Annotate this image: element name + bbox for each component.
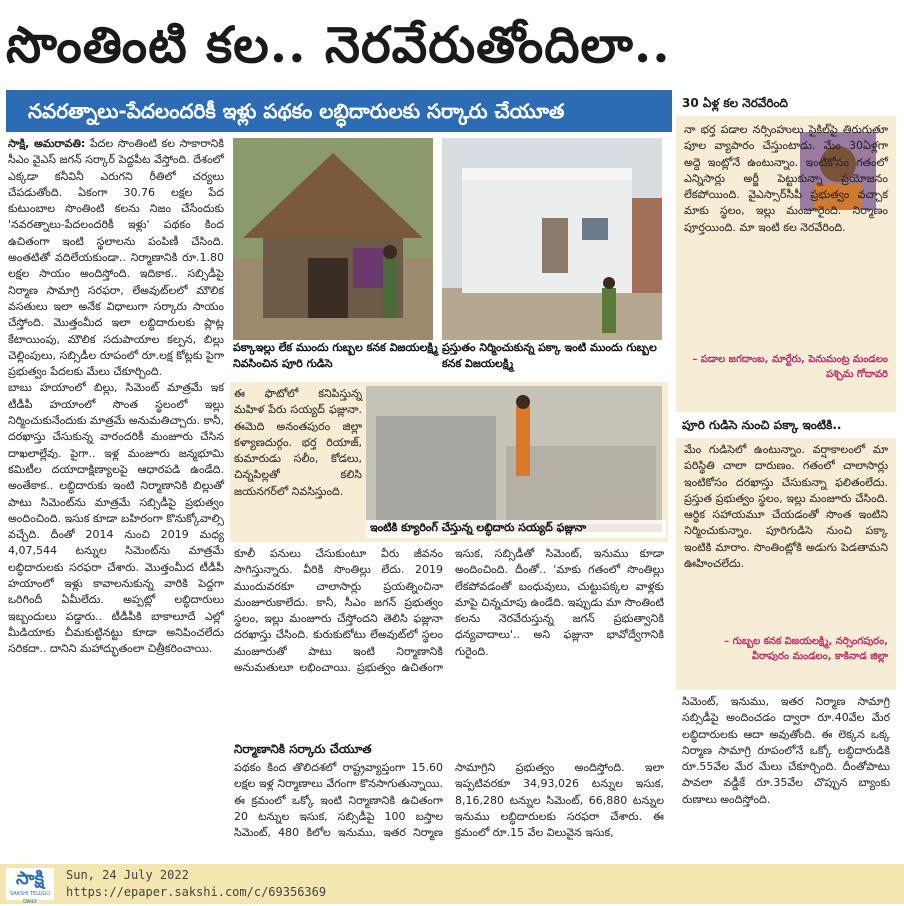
- logo-subtext: SAKSHI TELUGU DAILY: [10, 891, 50, 905]
- feature-body: కూలీ పనులు చేసుకుంటూ వీరు జీవనం సాగిస్తున్నారు. వీరికి సొంతిల్లు లేదు. 2019 ముందువరకూ చాలాసార్లు ప్రయత్నించినా మంజూరుకాలేదు. కానీ, సీఎం జగన్ ప్రభుత్వం స్థలం, ఇల్లు మంజూరు చేస్తోందని తెలిసి ఫజ్లునా దరఖాస్తు చేసింది. కురుకుటోటు లేఅవుట్‌లో స్థలం మంజూరుతో పాటు ఇంటి నిర్మాణానికి అనుమతులూ లభించాయి. ప్రభుత్వం ఉచితంగా ఇసుక, సబ్సిడీతో సిమెంట్, ఇనుము కూడా అందించింది. దీంతో.. 'మాకు గతంలో సొంతిల్లు లేకపోవడంతో బంధువులు, చుట్టుపక్కల వాళ్లకు మాపై చిన్నచూపు ఉండేది. ఇప్పుడు మా సొంతింటి కలను నెరవేరుస్తున్న జగన్ ప్రభుత్వానికి ధన్యవాదాలు'.. అని ఫజ్లునా భావోద్వేగానికి గురైంది.: [234, 547, 664, 675]
- photo-curing-caption: ఇంటికి క్యూరింగ్ చేస్తున్న లబ్ధిదారు సయ్యద్ ఫజ్లునా: [366, 520, 666, 538]
- sidebar-text-2: మేం గుడిసెలో ఉంటున్నాం. వర్షాకాలంలో మా పరిస్థితి చాలా దారుణం. గతంలో చాలాసార్లు ఇంటికోసం దరఖాస్తు చేసుకున్నా ఫలితంలేదు. ప్రస్తుత ప్రభుత్వం స్థలం, ఇల్లు మంజూరు చేసింది. ఆర్థిక సహాయమూ చేయడంతో సొంత ఇంటిని నిర్మించుకున్నాం. పూరిగుడిసె నుంచి పక్కా ఇంటికి మారాం. సొంతింట్లోకి అడుగు పెడతామని ఊహించలేదు.: [684, 443, 888, 571]
- sidebar-text-1: నా భర్త పడాల నర్సింహులు సైకిల్‌పై తిరుగుతూ పూల వ్యాపారం చేస్తుంటాడు. మేం 30ఏళ్లగా అద్దె ఇంట్లోనే ఉంటున్నాం. ఇంటికోసం గతంలో ఎన్నిసార్లు అర్జీ పెట్టుకున్నా ప్రయోజనం లేకపోయింది. వైఎస్సార్‌సీపీ ప్రభుత్వం వచ్చాక మాకు స్థలం, ఇల్లు మంజూరైంది. నిర్మాణం పూర్తయింది. మా ఇంటి కల నెరవేరింది.: [684, 123, 888, 234]
- footer-date: Sun, 24 July 2022: [66, 868, 189, 882]
- sidebar-heading-1: 30 ఏళ్ల కల నెరవేరింది: [676, 90, 896, 116]
- bottom-body: పథకం కింద తొలిదశలో రాష్ట్రవ్యాప్తంగా 15.60 లక్షల ఇళ్ల నిర్మాణాలు వేగంగా కొనసాగుతున్నాయి. ఈ క్రమంలో ఒక్కో ఇంటి నిర్మాణానికి ఉచితంగా 20 టన్నుల ఇసుక, సబ్సిడీపై 100 బస్తాల సిమెంట్, 480 కిలోల ఇనుము, ఇతర నిర్మాణ సామాగ్రిని ప్రభుత్వం అందిస్తోంది. ఇలా ఇప్పటివరకూ 34,93,026 టన్నుల ఇసుక, 8,16,280 టన్నుల సిమెంట్, 66,880 టన్నుల ఇనుము లబ్ధిదారులకు సరఫరా చేశారు. ఈ క్రమంలో రూ.15 వేల విలువైన ఇసుక,: [234, 761, 664, 840]
- photo-new-house-caption: ప్రస్తుతం నిర్మించుకున్న పక్కా ఇంటి ముందు గుబ్బల కనక విజయలక్ష్మి: [442, 341, 657, 370]
- sidebar: [676, 90, 896, 862]
- sidebar-heading-2: పూరి గుడిసె నుంచి పక్కా ఇంటికి..: [676, 412, 896, 438]
- footer-url[interactable]: https://epaper.sakshi.com/c/69356369: [66, 885, 327, 899]
- headline: సొంతింటి కల.. నెరవేరుతోందిలా..: [6, 15, 671, 74]
- hut-illustration: [233, 138, 433, 340]
- curing-illustration: [366, 386, 662, 532]
- article-intro: పేదల సొంతింటి కల సాకారానికి సీఎం వైఎస్ జగన్ సర్కార్ పెద్దపీట వేస్తోంది. దేశంలో ఎక్కడా కనీవినీ ఎరుగని రీతిలో చర్యలు చేపడుతోంది. ఏకంగా 30.76 లక్షల పేద కుటుంబాల సొంతింటి కలను నిజం చేసేందుకు 'నవరత్నాలు-పేదలందరికీ ఇళ్లు' పథకం కింద ఉచితంగా ఇంటి స్థలాలను పంపిణీ చేసింది. అంతటితో వదిలేయకుండా.. నిర్మాణానికి రూ.1.80 లక్షల సాయం అందిస్తోంది. ఇదికాక.. సబ్సిడీపై నిర్మాణ సామాగ్రి సరఫరా, లేఅవుట్‌లలో మౌలిక వసతులు ఇలా అనేక విధాలుగా సర్కారు సాయం చేస్తోంది. మొత్తంమీద ఇలా లబ్ధిదారులకు ప్లాట్ల కేటాయింపు, మౌలిక సదుపాయాల కల్పన, బిల్లు చెల్లింపులు, సబ్సిడీల రూపంలో రూ.లక్ష కోట్లకు పైగా ప్రభుత్వం పేదలకు మేలు చేకూర్చింది.: [8, 137, 224, 379]
- photo-new-house: [442, 138, 662, 340]
- photo-hut: [233, 138, 433, 340]
- right-body: సిమెంట్, ఇనుము, ఇతర నిర్మాణ సామాగ్రి సబ్సిడీపై అందించడం ద్వారా రూ.40వేల మేర లబ్ధిదారులకు ఆదా అవుతోంది. ఈ లెక్కన ఒక్క నిర్మాణ సామాగ్రి రూపంలోనే ఒక్కో లబ్ధిదారుడికి రూ.55వేల మేర మేలు చేకూర్చింది. దీంతోపాటు పావలా వడ్డీకే రూ.35వేల చొప్పున బ్యాంకు రుణాలు అందిస్తోంది.: [676, 690, 896, 862]
- logo-text: సాక్షి: [16, 868, 44, 889]
- footer: [0, 864, 904, 904]
- article-column-left: [8, 136, 224, 860]
- sub-banner: నవరత్నాలు-పేదలందరికీ ఇళ్లు పథకం లబ్ధిదారులకు సర్కారు చేయూత: [6, 90, 672, 132]
- sakshi-logo: [6, 868, 54, 905]
- dateline: సాక్షి, అమరావతి:: [8, 137, 86, 150]
- house-illustration: [442, 138, 662, 340]
- photo-hut-caption: పక్కాఇల్లు లేక ముందు గుబ్బల కనక విజయలక్ష్మి నివసించిన పూరి గుడిసె: [233, 341, 438, 370]
- section-subhead: నిర్మాణానికి సర్కారు చేయూత: [234, 742, 372, 756]
- sidebar-signature-2: – గుబ్బల కనక విజయలక్ష్మి, నర్సింగపురం, వీరాపురం మండలం, కాకినాడ జిల్లా: [724, 636, 888, 662]
- sidebar-signature-1: – పడాల జగదాంబ, మార్టేరు, పెనుమంట్ర మండలం పశ్చిమ గోదావరి: [692, 354, 888, 380]
- feature-intro: ఈ ఫొటోలో కనిపిస్తున్న మహిళ పేరు సయ్యద్ ఫజ్లునా. ఈమెది అనంతపురం జిల్లా కళ్యాణదుర్గం. భర్త రియాజ్, కుమారుడు సలీం, కోడలు, చిన్నపిల్లతో కలిసి జయనగర్‌లో నివసిస్తుంది.: [234, 387, 362, 498]
- photo-curing: [366, 386, 662, 532]
- article-body-2: బాబు హయాంలో బిల్లు, సిమెంట్ మాత్రమే ఇక టీడీపీ హయాంలో సొంత స్థలంలో ఇల్లు నిర్మించుకునేందుకు మాత్రమే అనుమతిచ్చారు. కానీ, దరఖాస్తు చేసుకున్న వారందరికీ మంజూరు చేసిన దాఖలాల్లేవు. పైగా.. ఇళ్ల మంజూరు జన్మభూమి కమిటీల దయాదాక్షిణ్యాలపై ఆధారపడి ఉండేది. అంతేకాక.. లబ్ధిదారుకు ఇంటి నిర్మాణానికి బిల్లుతో పాటు సిమెంట్‌ను మాత్రమే సబ్సిడీపై ప్రభుత్వం అందించింది. ఇసుక కూడా బహిరంగా కొనుక్కోవాల్సి వచ్చేది. దీంతో 2014 నుంచి 2019 మధ్య 4,07,544 టన్నుల సిమెంట్‌ను మాత్రమే లబ్ధిదారులకు సరఫరా చేశారు. మొత్తంమీద టీడీపీ హయాంలో ఇళ్లు కావాలనుకున్న వారికి పెద్దగా ఒరిగిందీ ఏమీలేదు. అప్పట్లో లబ్ధిదారులు ఇబ్బందులు పడ్డారు.. టీడీపీకి బాకాలూదే ఎల్లో మీడియాకు చీమకుట్టినట్టు కూడా అనిపించలేదు సరికదా.. దానిని మహాద్భుతంలా చిత్రీకరించాయి.: [8, 381, 224, 656]
